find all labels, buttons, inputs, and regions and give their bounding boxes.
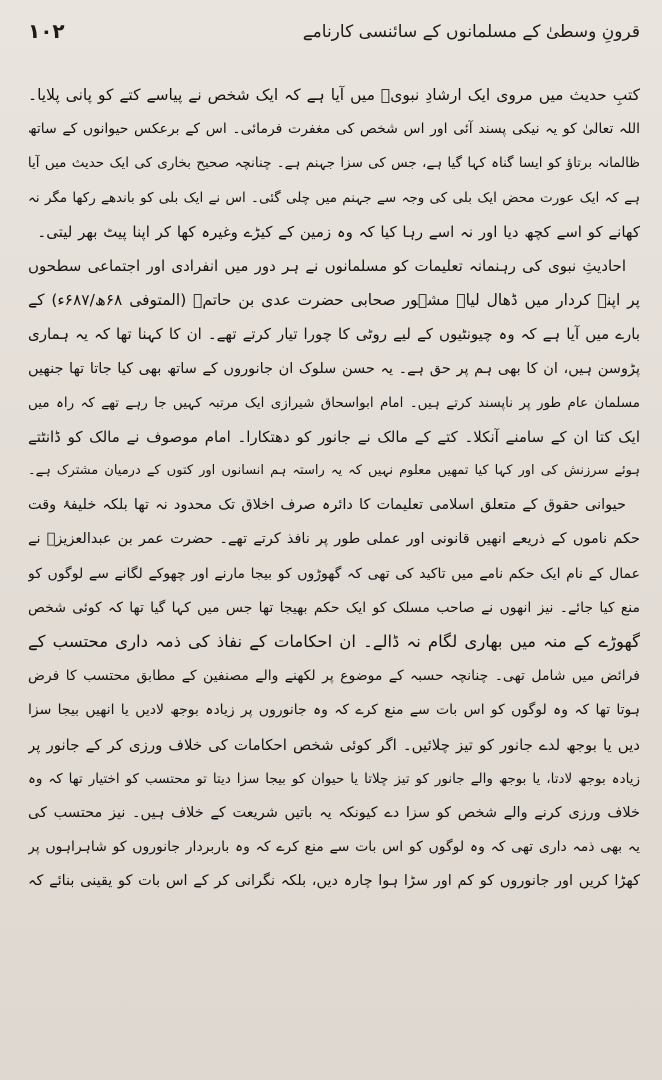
text-line: ہوئے سرزنش کی اور کہا کیا تمھیں معلوم نہیں کہ یہ راستہ ہم انسانوں اور کتوں کے درمیان مشترک ہے۔	[28, 463, 640, 479]
text-line: کھانے کو اسے کچھ دیا اور نہ اسے رہا کیا کہ وہ زمین کے کیڑے وغیرہ کھا کر اپنا پیٹ بھر لیتی۔	[37, 222, 640, 241]
text-line: حکم ناموں کے ذریعے انھیں قانونی اور عملی طور پر نافذ کرتے تھے۔ حضرت عمر بن عبدالعزیزؒ نے	[28, 531, 640, 548]
text-line: پر اپنے کردار میں ڈھال لیا۔ مشہور صحابی حضرت عدی بن حاتمؓ (المتوفی ۶۸ھ/۶۸۷ء) کے	[28, 291, 640, 310]
text-line: ہے کہ ایک عورت محض ایک بلی کی وجہ سے جہنم میں چلی گئی۔ اس نے ایک بلی کو باندھے رکھا مگر نہ	[28, 189, 640, 206]
text-line: کھڑا کریں اور جانوروں کو کم اور سڑا ہوا چارہ دیں، بلکہ نگرانی کر کے اس بات کو یقینی بنائے کہ	[28, 873, 640, 890]
text-line: ایک کتا ان کے سامنے آنکلا۔ کتے کے مالک نے جانور کو دھتکارا۔ امام موصوف نے مالک کو ڈانٹتے	[28, 427, 640, 446]
text-line: گھوڑے کے منہ میں بھاری لگام نہ ڈالے۔ ان احکامات کے نفاذ کی ذمہ داری محتسب کے	[28, 632, 640, 651]
text-line: ظالمانہ برتاؤ کو ایسا گناہ کہا گیا ہے، جس کی سزا جہنم ہے۔ چنانچہ صحیح بخاری کی ایک حدیث میں آیا	[28, 155, 640, 172]
page-header	[28, 14, 640, 48]
text-line: پڑوسن ہیں، ان کا بھی ہم پر حق ہے۔ یہ حسن سلوک ان جانوروں کے ساتھ بھی کیا جاتا تھا جنھیں	[28, 360, 640, 377]
text-line: دیں یا بوجھ لدے جانور کو تیز چلائیں۔ اگر کوئی شخص احکامات کی خلاف ورزی کر کے جانور پر	[28, 735, 640, 754]
text-line: اللہ تعالیٰ کو یہ نیکی پسند آئی اور اس شخص کی مغفرت فرمائی۔ اس کے برعکس حیوانوں کے ساتھ	[28, 121, 640, 138]
text-line: منع کیا جائے۔ نیز انھوں نے صاحب مسلک کو ایک حکم بھیجا تھا جس میں کہا گیا تھا کہ کوئی شخص	[28, 599, 640, 616]
text-line: کتبِ حدیث میں مروی ایک ارشادِ نبویؐ میں آیا ہے کہ ایک شخص نے پیاسے کتے کو پانی پلایا۔	[28, 86, 640, 104]
running-title: قرونِ وسطیٰ کے مسلمانوں کے سائنسی کارنامے	[302, 21, 640, 42]
text-line: عمال کے نام ایک حکم نامے میں تاکید کی تھی کہ گھوڑوں کو بیجا مارنے اور چھوکے لگانے سے لوگوں کو	[28, 565, 640, 582]
text-line: فرائض میں شامل تھی۔ چنانچہ حسبہ کے موضوع پر لکھنے والے مصنفین کے مطابق محتسب کا فرض	[28, 668, 640, 685]
page-number: ۱۰۲	[28, 19, 65, 43]
text-line: احادیثِ نبوی کی رہنمانہ تعلیمات کو مسلمانوں نے ہر دور میں انفرادی اور اجتماعی سطحوں	[28, 256, 626, 275]
body-text	[28, 78, 640, 899]
text-line: یہ بھی ذمہ داری تھی کہ وہ لوگوں کو اس بات سے منع کرے کہ وہ باربردار جانوروں کو شاہراہوں پر	[28, 839, 640, 856]
text-line: ہوتا تھا کہ وہ لوگوں کو اس بات سے منع کرے کہ وہ جانوروں پر زیادہ بوجھ لادیں یا انھیں بیجا سزا	[28, 702, 640, 719]
text-line: بارے میں آیا ہے کہ وہ چیونٹیوں کے لیے روٹی کا چورا تیار کرتے تھے۔ ان کا کہنا تھا کہ یہ ہماری	[28, 325, 640, 344]
text-line: زیادہ بوجھ لادتا، یا بوجھ والے جانور کو تیز چلاتا یا حیوان کو بیجا سزا دیتا تو محتسب کو اختیار تھا کہ وہ	[28, 770, 640, 787]
text-line: مسلمان عام طور پر ناپسند کرتے ہیں۔ امام ابواسحاق شیرازی ایک مرتبہ کہیں جا رہے تھے کہ راہ میں	[28, 394, 640, 411]
text-line: خلاف ورزی کرنے والے شخص کو سزا دے کیونکہ یہ باتیں شریعت کے خلاف ہیں۔ نیز محتسب کی	[28, 804, 640, 821]
text-line: حیوانی حقوق کے متعلق اسلامی تعلیمات کا دائرہ صرف اخلاق تک محدود نہ تھا بلکہ خلیفۂ وقت	[28, 497, 626, 514]
